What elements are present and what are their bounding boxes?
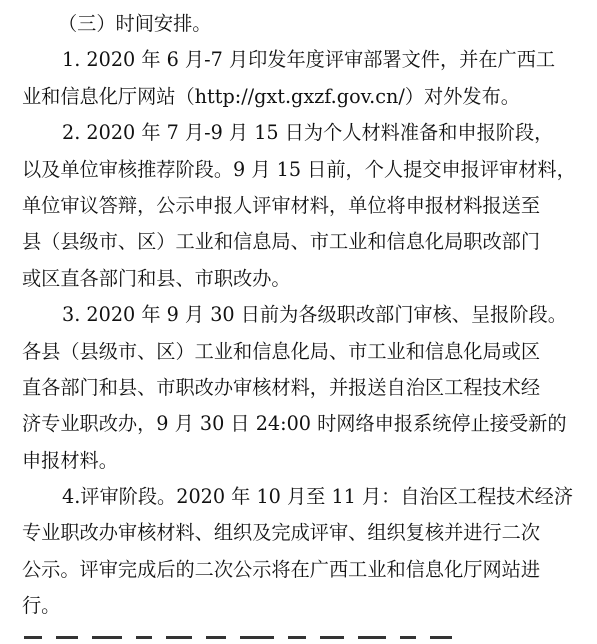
paragraph-3-line-5: 申报材料。 bbox=[22, 448, 118, 472]
paragraph-2-line-1: 2. 2020 年 7 月-9 月 15 日为个人材料准备和申报阶段， bbox=[62, 121, 554, 145]
paragraph-1-line-1: 1. 2020 年 6 月-7 月印发年度评审部署文件，并在广西工 bbox=[62, 48, 556, 72]
paragraph-3-line-2: 各县（县级市、区）工业和信息化局、市工业和信息化局或区 bbox=[22, 339, 541, 363]
paragraph-4-line-3: 公示。评审完成后的二次公示将在广西工业和信息化厅网站进 bbox=[22, 557, 541, 581]
paragraph-4-line-2: 专业职改办审核材料、组织及完成评审、组织复核并进行二次 bbox=[22, 521, 541, 545]
paragraph-2-line-2: 以及单位审核推荐阶段。9 月 15 日前，个人提交申报评审材料， bbox=[22, 157, 576, 181]
paragraph-2-line-4: 县（县级市、区）工业和信息局、市工业和信息化局职改部门 bbox=[22, 230, 541, 254]
section-heading: （三）时间安排。 bbox=[58, 12, 212, 35]
paragraph-3-line-1: 3. 2020 年 9 月 30 日前为各级职改部门审核、呈报阶段。 bbox=[62, 303, 567, 327]
cut-off-text-fragment bbox=[24, 632, 579, 644]
paragraph-4-line-4: 行。 bbox=[22, 594, 61, 618]
paragraph-2-line-3: 单位审议答辩，公示申报人评审材料，单位将申报材料报送至 bbox=[22, 193, 541, 217]
paragraph-2-line-5: 或区直各部门和县、市职改办。 bbox=[22, 266, 291, 290]
paragraph-3-line-3: 直各部门和县、市职改办审核材料，并报送自治区工程技术经 bbox=[22, 375, 541, 399]
paragraph-1-line-2: 业和信息化厅网站（http://gxt.gxzf.gov.cn/）对外发布。 bbox=[22, 84, 520, 108]
paragraph-4-line-1: 4.评审阶段。2020 年 10 月至 11 月：自治区工程技术经济 bbox=[62, 485, 574, 509]
paragraph-3-line-4: 济专业职改办，9 月 30 日 24:00 时网络申报系统停止接受新的 bbox=[22, 412, 567, 436]
